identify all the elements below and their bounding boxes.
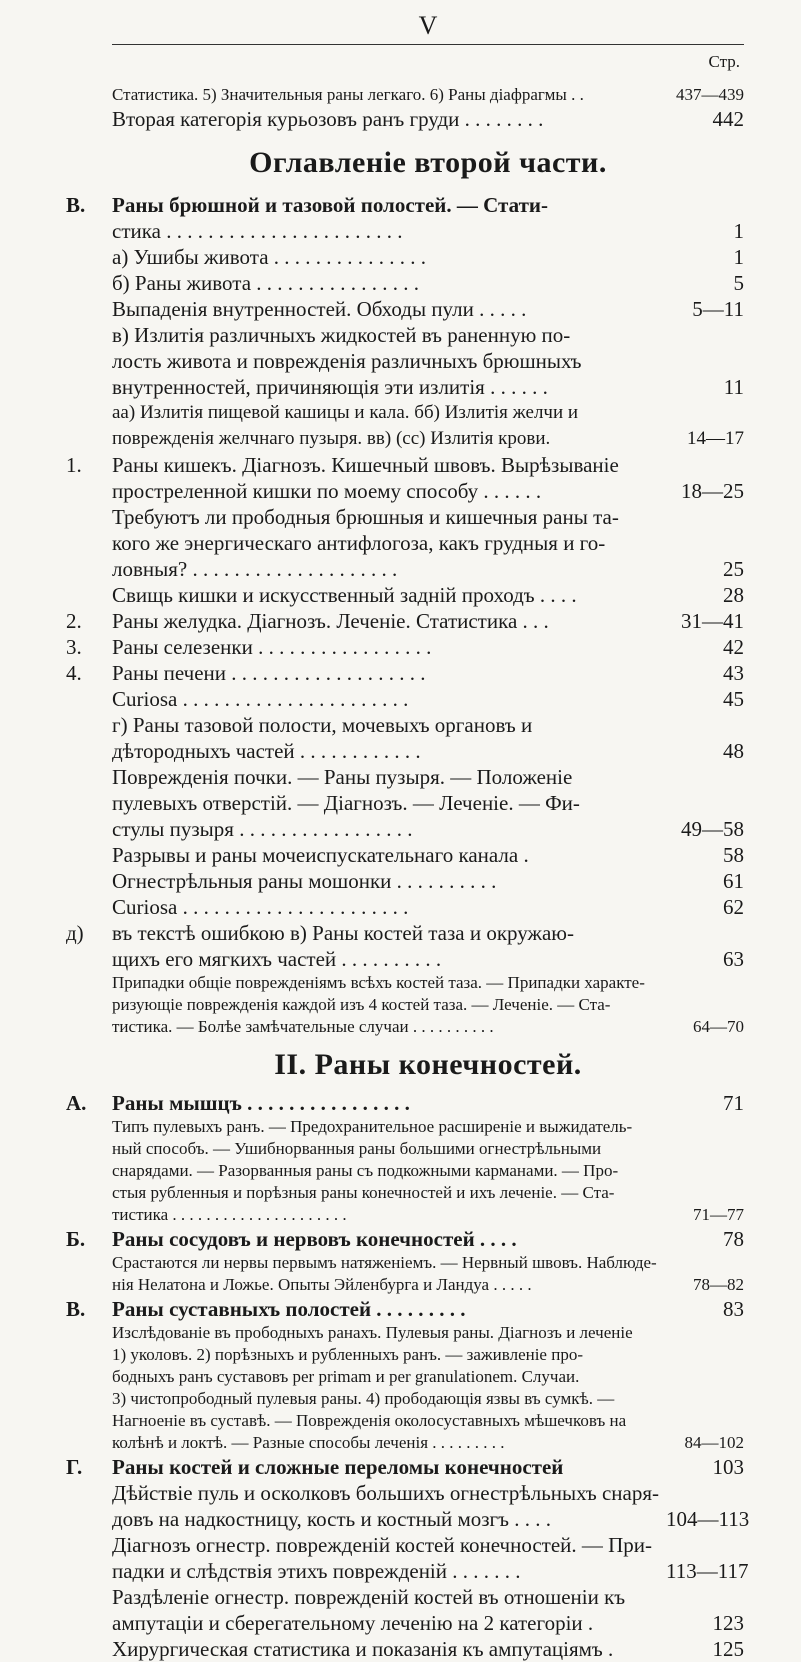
toc-note-text: 1) уколовъ. 2) порѣзныхъ и рубленныхъ ранъ. — заживленіе про-: [112, 1345, 583, 1364]
toc-entry[interactable]: [66, 1226, 744, 1252]
toc-note-text: тистика. — Болѣе замѣчательные случаи . . . . . . . . . .: [112, 1017, 494, 1036]
toc-entry-text: аа) Излитія пищевой кашицы и кала. бб) Излитія желчи и: [112, 402, 579, 423]
toc-entry-note: [112, 994, 744, 1016]
toc-entry-text: ампутаціи и сберегательному леченію на 2 категоріи .: [112, 1611, 594, 1635]
toc-note-text: нія Нелатона и Ложье. Опыты Эйленбурга и Ландуа . . . . .: [112, 1275, 532, 1294]
toc-entry-page: 78: [723, 1227, 744, 1251]
toc-entry-cont: [112, 530, 744, 556]
toc-entry-cont: [112, 556, 744, 582]
toc-entry-page: 62: [723, 895, 744, 919]
toc-entry-page: 113—117: [666, 1559, 749, 1583]
toc-entry[interactable]: [112, 842, 744, 868]
section-label: В.: [66, 193, 86, 217]
toc-entry[interactable]: [66, 1454, 744, 1480]
toc-entry-page: 5: [733, 271, 744, 295]
toc-entry-cont: [112, 816, 744, 842]
toc-entry-cont: [112, 426, 744, 452]
toc-entry-text: Требуютъ ли прободныя брюшныя и кишечныя раны та-: [112, 505, 619, 529]
toc-entry-cont: [112, 478, 744, 504]
toc-note-text: ный способъ. — Ушибнорванныя раны большими огнестрѣльными: [112, 1139, 602, 1158]
toc-entry-text: кого же энергическаго антифлогоза, какъ грудныя и го-: [112, 531, 606, 555]
toc-entry-text: простреленной кишки по моему способу . . . . . .: [112, 479, 542, 503]
toc-entry-page: 63: [723, 947, 744, 971]
toc-entry-note: [112, 1138, 744, 1160]
toc-entry-note: [112, 1016, 744, 1038]
toc-entry-text: Вторая категорія курьозовъ ранъ груди . . . . . . . .: [112, 107, 544, 131]
toc-entry-note: [112, 972, 744, 994]
toc-entry-note: [112, 1432, 744, 1454]
section-label: 2.: [66, 609, 82, 633]
toc-entry-note: [112, 1274, 744, 1296]
toc-entry[interactable]: [112, 1584, 744, 1610]
toc-entry-page: 103: [712, 1455, 744, 1479]
toc-entry-text: в) Излитія различныхъ жидкостей въ раненную по-: [112, 323, 571, 347]
toc-entry-page: 83: [723, 1297, 744, 1321]
toc-entry-page: 71: [723, 1091, 744, 1115]
toc-entry[interactable]: [112, 244, 744, 270]
toc-entry-text: Дѣйствіе пуль и осколковъ большихъ огнестрѣльныхъ снаря-: [112, 1481, 659, 1505]
toc-entry-text: Раздѣленіе огнестр. поврежденій костей въ отношеніи къ: [112, 1585, 626, 1609]
page-folio: V: [418, 11, 438, 40]
section-label: 3.: [66, 635, 82, 659]
toc-entry-cont: [112, 738, 744, 764]
toc-entry-text: поврежденія желчнаго пузыря. вв) (сс) Излитія крови.: [112, 428, 551, 449]
toc-entry-page: 42: [723, 635, 744, 659]
toc-entry[interactable]: [112, 270, 744, 296]
toc-entry-text: Раны сосудовъ и нервовъ конечностей . . . .: [112, 1227, 517, 1251]
toc-entry-text: щихъ его мягкихъ частей . . . . . . . . . .: [112, 947, 442, 971]
toc-entry-text: Свищь кишки и искусственный задній проходъ . . . .: [112, 583, 577, 607]
toc-entry-text: Раны брюшной и тазовой полостей. — Стати-: [112, 193, 548, 217]
toc-entry-page: 18—25: [681, 479, 744, 503]
toc-entry-page: 1: [733, 219, 744, 243]
toc-entry-text: лость живота и поврежденія различныхъ брюшныхъ: [112, 349, 582, 373]
toc-entry[interactable]: [112, 868, 744, 894]
toc-note-text: Нагноеніе въ суставѣ. — Поврежденія околосуставныхъ мѣшечковъ на: [112, 1411, 627, 1430]
toc-entry-text: Огнестрѣльныя раны мошонки . . . . . . . . . .: [112, 869, 497, 893]
toc-entry-text: б) Раны живота . . . . . . . . . . . . . . . .: [112, 271, 420, 295]
toc-entry-page: 442: [712, 107, 744, 131]
toc-entry-note: [112, 1160, 744, 1182]
toc-note-text: Срастаются ли нервы первымъ натяженіемъ. — Нервный швовъ. Наблюде-: [112, 1253, 657, 1272]
toc-entry[interactable]: [66, 192, 744, 218]
toc-note-text: стыя рубленныя и порѣзныя раны конечностей и ихъ леченіе. — Ста-: [112, 1183, 615, 1202]
toc-entry-page: 11: [723, 375, 744, 399]
toc-entry[interactable]: [112, 504, 744, 530]
toc-entry-page: 45: [723, 687, 744, 711]
toc-entry-text: Выпаденія внутренностей. Обходы пули . . . . .: [112, 297, 527, 321]
toc-entry-page: 84—102: [684, 1433, 744, 1452]
toc-entry-text: падки и слѣдствія этихъ поврежденій . . . . . . .: [112, 1559, 521, 1583]
section-label: 4.: [66, 661, 82, 685]
toc-note-text: ризующіе поврежденія каждой изъ 4 костей таза. — Леченіе. — Ста-: [112, 995, 611, 1014]
page: [66, 0, 750, 1662]
toc-entry-page: 25: [723, 557, 744, 581]
toc-entry-text: стика . . . . . . . . . . . . . . . . . . . . . . .: [112, 219, 403, 243]
toc-entry-page: 48: [723, 739, 744, 763]
toc-entry-text: въ текстѣ ошибкою в) Раны костей таза и окружаю-: [112, 921, 574, 945]
toc-entry[interactable]: [112, 84, 744, 106]
toc-entry[interactable]: [66, 1090, 744, 1116]
toc-entry-note: [112, 1366, 744, 1388]
section-label: 1.: [66, 453, 82, 477]
toc-note-text: тистика . . . . . . . . . . . . . . . . . . . . .: [112, 1205, 347, 1224]
section-label: А.: [66, 1091, 87, 1115]
toc-entry[interactable]: [66, 608, 744, 634]
toc-note-text: Изслѣдованіе въ прободныхъ ранахъ. Пулевыя раны. Діагнозъ и леченіе: [112, 1323, 633, 1342]
header-rule: [112, 44, 744, 45]
toc-entry-note: [112, 1322, 744, 1344]
toc-entry[interactable]: [112, 400, 744, 426]
toc-entry[interactable]: [112, 296, 744, 322]
toc-note-text: Типъ пулевыхъ ранъ. — Предохранительное расширеніе и выжидатель-: [112, 1117, 633, 1136]
toc-note-text: снарядами. — Разорванныя раны съ подкожными карманами. — Про-: [112, 1161, 619, 1180]
toc-entry-text: Раны печени . . . . . . . . . . . . . . . . . . .: [112, 661, 426, 685]
toc-entry-cont: [112, 374, 744, 400]
toc-entry-note: [112, 1252, 744, 1274]
toc-entry-text: ловныя? . . . . . . . . . . . . . . . . . . . .: [112, 557, 398, 581]
toc-entry-note: [112, 1388, 744, 1410]
toc-entry-cont: [112, 1610, 744, 1636]
toc-entry-cont: [112, 1506, 750, 1532]
toc-entry[interactable]: [112, 106, 744, 132]
toc-entry-page: 14—17: [687, 428, 744, 449]
toc-entry-text: Поврежденія почки. — Раны пузыря. — Положеніе: [112, 765, 573, 789]
toc-entry[interactable]: [112, 1532, 744, 1558]
toc-entry-note: [112, 1182, 744, 1204]
section-label: Б.: [66, 1227, 86, 1251]
toc-entry-cont: [112, 348, 744, 374]
toc-entry-page: 437—439: [676, 85, 744, 104]
section-label: Г.: [66, 1455, 83, 1479]
toc-entry-text: Разрывы и раны мочеиспускательнаго канала .: [112, 843, 529, 867]
toc-entry-text: а) Ушибы живота . . . . . . . . . . . . . . .: [112, 245, 427, 269]
toc-note-text: 3) чистопрободный пулевыя раны. 4) прободающія язвы въ сумкѣ. —: [112, 1389, 615, 1408]
toc-entry-note: [112, 1204, 744, 1226]
part-two-title: Оглавленіе второй части.: [249, 146, 607, 179]
toc-entry-text: довъ на надкостницу, кость и костный мозгъ . . . .: [112, 1507, 552, 1531]
toc-entry[interactable]: [112, 582, 744, 608]
toc-entry-text: г) Раны тазовой полости, мочевыхъ органовъ и: [112, 713, 533, 737]
toc-entry-text: пулевыхъ отверстій. — Діагнозъ. — Леченіе. — Фи-: [112, 791, 580, 815]
toc-entry-page: 61: [723, 869, 744, 893]
toc-entry-text: Раны суставныхъ полостей . . . . . . . . .: [112, 1297, 466, 1321]
toc-entry-page: 31—41: [681, 609, 744, 633]
toc-entry-page: 28: [723, 583, 744, 607]
toc-entry-text: стулы пузыря . . . . . . . . . . . . . . . . .: [112, 817, 413, 841]
toc-entry[interactable]: [112, 686, 744, 712]
toc-entry-note: [112, 1410, 744, 1432]
toc-entry-cont: [112, 218, 744, 244]
toc-entry-text: Діагнозъ огнестр. поврежденій костей конечностей. — При-: [112, 1533, 653, 1557]
toc-entry-page: 5—11: [692, 297, 744, 321]
toc-entry[interactable]: [66, 452, 744, 478]
toc-entry[interactable]: [66, 660, 744, 686]
toc-entry-page: 123: [712, 1611, 744, 1635]
part-three-title: II. Раны конечностей.: [274, 1048, 582, 1081]
toc-entry-cont: [112, 790, 744, 816]
toc-entry-page: 78—82: [693, 1275, 744, 1294]
page-column-header: Стр.: [708, 52, 740, 71]
toc-entry-page: 104—113: [666, 1507, 750, 1531]
toc-entry-text: Curiosa . . . . . . . . . . . . . . . . . . . . . .: [112, 687, 409, 711]
toc-entry-text: Раны костей и сложные переломы конечностей: [112, 1455, 564, 1479]
toc-entry-page: 71—77: [693, 1205, 744, 1224]
section-label: В.: [66, 1297, 86, 1321]
toc-entry-page: 43: [723, 661, 744, 685]
section-label: д): [66, 921, 84, 945]
toc-entry-page: 125: [712, 1637, 744, 1661]
toc-entry-text: Раны мышцъ . . . . . . . . . . . . . . . .: [112, 1091, 410, 1115]
toc-entry-text: Раны кишекъ. Діагнозъ. Кишечный швовъ. Вырѣзываніе: [112, 453, 619, 477]
toc-note-text: бодныхъ ранъ суставовъ per primam и per granulationem. Случаи.: [112, 1367, 580, 1386]
toc-entry[interactable]: [112, 322, 744, 348]
toc-entry-note: [112, 1344, 744, 1366]
toc-entry[interactable]: [112, 894, 744, 920]
toc-entry-cont: [112, 946, 744, 972]
toc-entry-note: [112, 1116, 744, 1138]
toc-note-text: Припадки общіе поврежденіямъ всѣхъ костей таза. — Припадки характе-: [112, 973, 645, 992]
toc-entry-cont: [112, 1558, 749, 1584]
toc-entry-page: 58: [723, 843, 744, 867]
toc-entry-text: Хирургическая статистика и показанія къ ампутаціямъ .: [112, 1637, 614, 1661]
toc-entry-page: 1: [733, 245, 744, 269]
toc-entry-text: Curiosa . . . . . . . . . . . . . . . . . . . . . .: [112, 895, 409, 919]
toc-entry[interactable]: [66, 920, 744, 946]
toc-entry[interactable]: [66, 1296, 744, 1322]
toc-entry-text: Раны селезенки . . . . . . . . . . . . . . . . .: [112, 635, 432, 659]
toc-entry[interactable]: [66, 634, 744, 660]
toc-entry[interactable]: [112, 1636, 744, 1662]
toc-entry-text: дѣтородныхъ частей . . . . . . . . . . . .: [112, 739, 421, 763]
toc-entry-page: 64—70: [693, 1017, 744, 1036]
toc-entry[interactable]: [112, 712, 744, 738]
toc-entry-page: 49—58: [681, 817, 744, 841]
toc-entry-text: Раны желудка. Діагнозъ. Леченіе. Статистика . . .: [112, 609, 549, 633]
toc-note-text: колѣнѣ и локтѣ. — Разные способы леченія . . . . . . . . .: [112, 1433, 505, 1452]
toc-entry[interactable]: [112, 764, 744, 790]
toc-entry-text: внутренностей, причиняющія эти излитія . . . . . .: [112, 375, 548, 399]
toc-entry[interactable]: [112, 1480, 744, 1506]
toc-entry-text: Статистика. 5) Значительныя раны легкаго. 6) Раны діафрагмы . .: [112, 85, 584, 104]
